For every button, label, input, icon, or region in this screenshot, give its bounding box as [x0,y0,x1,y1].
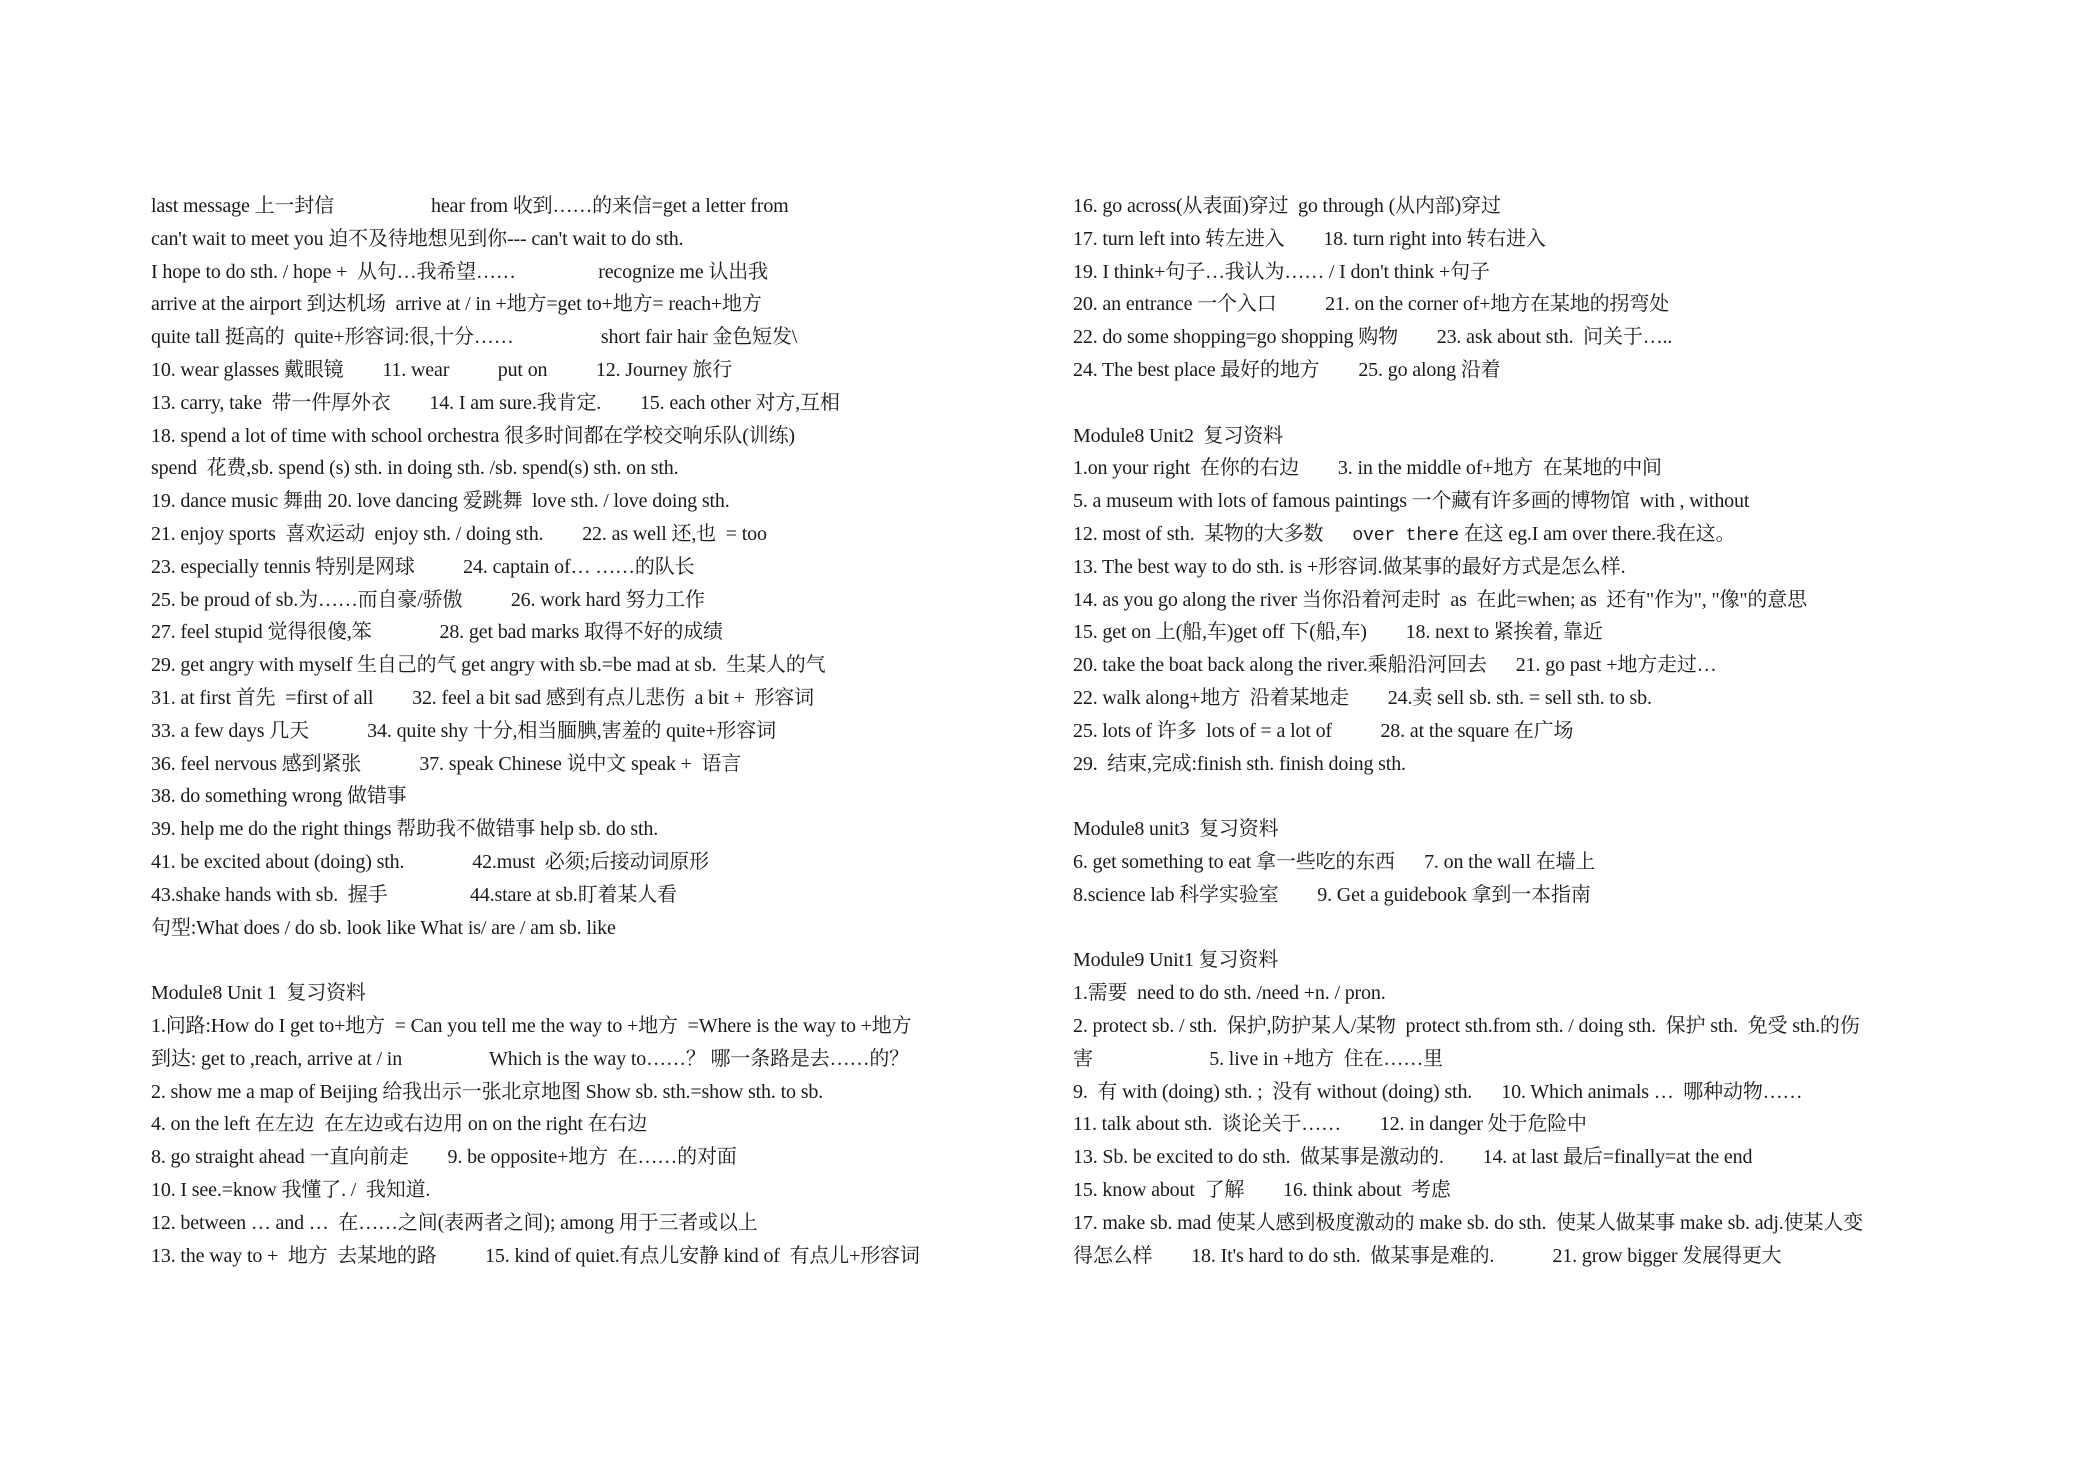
text-line: 18. spend a lot of time with school orchestra 很多时间都在学校交响乐队(训练) [151,424,795,447]
text-line: 39. help me do the right things 帮助我不做错事 help sb. do sth. [151,818,659,841]
text-line: last message 上一封信 hear from 收到……的来信=get a letter from [151,195,789,217]
text-line: 24. The best place 最好的地方 25. go along 沿着 [1073,358,1501,381]
text-line: 1.需要 need to do sth. /need +n. / pron. [1073,982,1386,1005]
text-line: 29. 结束,完成:finish sth. finish doing sth. [1073,752,1406,775]
text-line: 19. dance music 舞曲 20. love dancing 爱跳舞 love sth. / love doing sth. [151,490,730,513]
blank-line [1073,387,1973,420]
text-line: 29. get angry with myself 生自己的气 get angry with sb.=be mad at sb. 生某人的气 [151,654,826,677]
text-line: 4. on the left 在左边 在左边或右边用 on on the right 在右边 [151,1113,648,1136]
text-line: 25. lots of 许多 lots of = a lot of 28. at the square 在广场 [1073,719,1574,742]
text-line: 2. show me a map of Beijing 给我出示一张北京地图 Show sb. sth.=show sth. to sb. [151,1080,824,1103]
text-line: 13. the way to + 地方 去某地的路 15. kind of quiet.有点儿安静 kind of 有点儿+形容词 [151,1244,920,1267]
text-line: 38. do something wrong 做错事 [151,785,407,808]
text-line: 17. make sb. mad 使某人感到极度激动的 make sb. do sth. 使某人做某事 make sb. adj.使某人变 [1073,1211,1863,1234]
text-line: 14. as you go along the river 当你沿着河走时 as 在此=when; as 还有"作为", "像"的意思 [1073,588,1807,611]
text-line: arrive at the airport 到达机场 arrive at / in +地方=get to+地方= reach+地方 [151,293,762,316]
text-line: 33. a few days 几天 34. quite shy 十分,相当腼腆,害羞的 quite+形容词 [151,719,776,742]
text-line: 19. I think+句子…我认为…… / I don't think +句子 [1073,260,1490,283]
text-line: 36. feel nervous 感到紧张 37. speak Chinese 说中文 speak + 语言 [151,752,742,775]
text-line: 15. know about 了解 16. think about 考虑 [1073,1178,1451,1201]
text-line: 5. a museum with lots of famous paintings 一个藏有许多画的博物馆 with , without [1073,490,1750,513]
text-line: 得怎么样 18. It's hard to do sth. 做某事是难的. 21. grow bigger 发展得更大 [1073,1244,1782,1267]
text-line: 25. be proud of sb.为……而自豪/骄傲 26. work hard 努力工作 [151,588,705,611]
text-line: quite tall 挺高的 quite+形容词:很,十分…… short fair hair 金色短发\ [151,326,798,349]
text-line: 27. feel stupid 觉得很傻,笨 28. get bad marks 取得不好的成绩 [151,621,723,644]
text-line: can't wait to meet you 迫不及待地想见到你--- can't wait to do sth. [151,227,684,250]
text-line: 8.science lab 科学实验室 9. Get a guidebook 拿到一本指南 [1073,883,1591,906]
text-line: 20. take the boat back along the river.乘船沿河回去 21. go past +地方走过… [1073,654,1717,677]
left-column [151,190,1031,1272]
text-line: 17. turn left into 转左进入 18. turn right into 转右进入 [1073,227,1546,250]
text-line: 9. 有 with (doing) sth. ; 没有 without (doing) sth. 10. Which animals … 哪种动物…… [1073,1080,1803,1103]
text-line: 15. get on 上(船,车)get off 下(船,车) 18. next to 紧挨着, 靠近 [1073,621,1603,644]
text-line: 6. get something to eat 拿一些吃的东西 7. on the wall 在墙上 [1073,850,1596,873]
text-line: 8. go straight ahead 一直向前走 9. be opposite+地方 在……的对面 [151,1146,737,1169]
section-heading: Module9 Unit1 复习资料 [1073,949,1279,972]
text-line: 13. carry, take 带一件厚外衣 14. I am sure.我肯定. 15. each other 对方,互相 [151,391,840,414]
text-line: 1.问路:How do I get to+地方 = Can you tell me the way to +地方 =Where is the way to +地方 [151,1014,912,1037]
text-line: 20. an entrance 一个入口 21. on the corner of+地方在某地的拐弯处 [1073,293,1670,316]
text-line: 13. Sb. be excited to do sth. 做某事是激动的. 14. at last 最后=finally=at the end [1073,1146,1753,1169]
text-line: 害 5. live in +地方 住在……里 [1073,1047,1443,1070]
text-line: 10. wear glasses 戴眼镜 11. wear put on 12. Journey 旅行 [151,358,733,381]
text-line: 句型:What does / do sb. look like What is/ are / am sb. like [151,916,616,939]
text-line: 2. protect sb. / sth. 保护,防护某人/某物 protect sth.from sth. / doing sth. 保护 sth. 免受 sth.的伤 [1073,1014,1860,1037]
text-line: I hope to do sth. / hope + 从句…我希望…… recognize me 认出我 [151,260,768,283]
text-line: 11. talk about sth. 谈论关于…… 12. in danger 处于危险中 [1073,1113,1587,1136]
text-line: 12. between … and … 在……之间(表两者之间); among 用于三者或以上 [151,1211,758,1234]
text-line: 21. enjoy sports 喜欢运动 enjoy sth. / doing sth. 22. as well 还,也 = too [151,522,767,545]
section-heading: Module8 Unit2 复习资料 [1073,424,1283,447]
section-heading: Module8 unit3 复习资料 [1073,818,1279,841]
text-line: 16. go across(从表面)穿过 go through (从内部)穿过 [1073,195,1501,217]
text-line: 10. I see.=know 我懂了. / 我知道. [151,1178,431,1201]
section-heading: Module8 Unit 1 复习资料 [151,982,366,1005]
text-line: 22. walk along+地方 沿着某地走 24.卖 sell sb. sth. = sell sth. to sb. [1073,686,1652,709]
blank-line [1073,912,1973,945]
text-line: 41. be excited about (doing) sth. 42.must 必须;后接动词原形 [151,850,709,873]
text-line: 到达: get to ,reach, arrive at / in Which is the way to……？ 哪一条路是去……的？ [151,1047,910,1070]
text-line [1073,518,1973,551]
text-line: 13. The best way to do sth. is +形容词.做某事的最好方式是怎么样. [1073,555,1626,578]
text-line: spend 花费,sb. spend (s) sth. in doing sth. /sb. spend(s) sth. on sth. [151,457,679,480]
text-segment: 12. most of sth. 某物的大多数 [1073,522,1353,545]
blank-line [1073,780,1973,813]
text-line: 31. at first 首先 =first of all 32. feel a bit sad 感到有点儿悲伤 a bit + 形容词 [151,686,814,709]
text-line: 23. especially tennis 特别是网球 24. captain of… ……的队长 [151,555,695,578]
blank-line [151,944,1031,977]
text-line: 43.shake hands with sb. 握手 44.stare at sb.盯着某人看 [151,883,677,906]
right-column [1073,190,1973,1272]
text-segment: 在这 eg.I am over there.我在这。 [1463,522,1736,545]
text-line: 22. do some shopping=go shopping 购物 23. ask about sth. 问关于….. [1073,326,1673,349]
text-line: 1.on your right 在你的右边 3. in the middle of+地方 在某地的中间 [1073,457,1662,480]
monospace-segment: over there [1352,525,1459,546]
